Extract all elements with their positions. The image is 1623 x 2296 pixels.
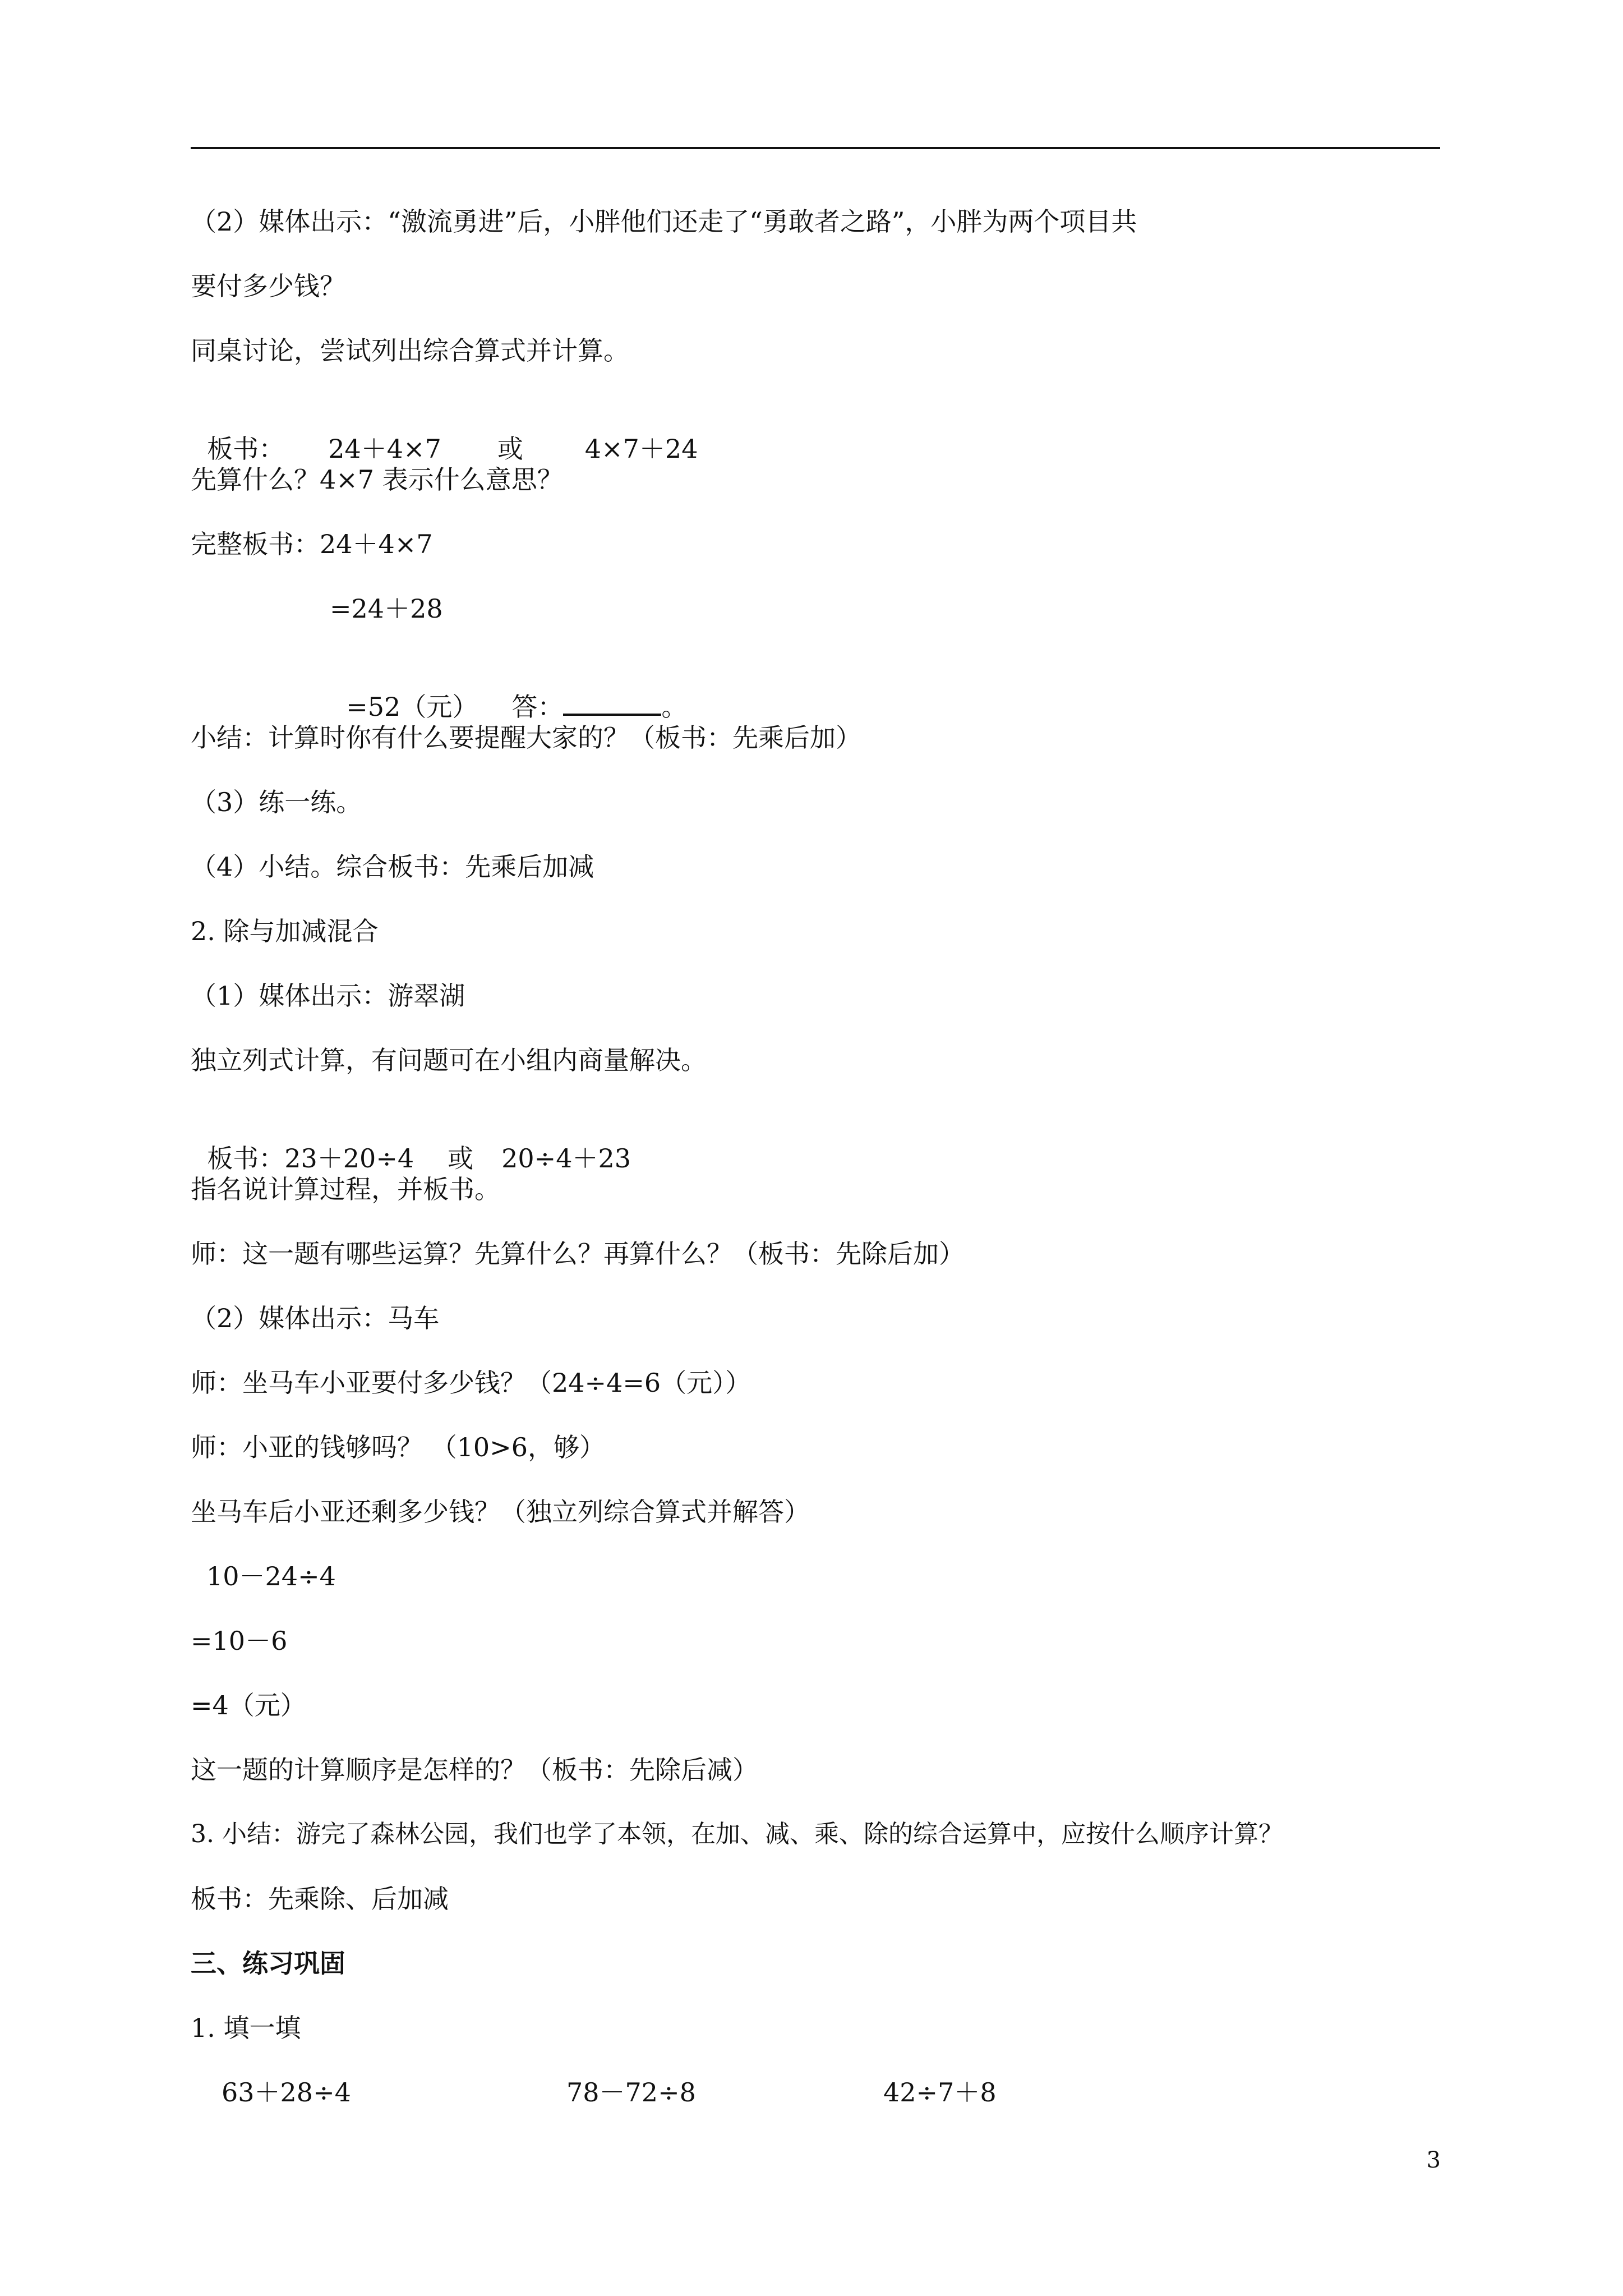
calc-step: =24＋28 [330,593,443,624]
text-line: 完整板书：24＋4×7 [191,529,433,559]
calc-step: 10－24÷4 [206,1561,336,1591]
text-line: 师：坐马车小亚要付多少钱？（24÷4=6（元）） [191,1368,751,1398]
text-line: 坐马车后小亚还剩多少钱？（独立列综合算式并解答） [191,1497,810,1527]
exercise-expression: 42÷7＋8 [883,2077,997,2108]
answer-blank [563,691,661,716]
section-heading: 三、练习巩固 [191,1948,345,1978]
calc-step: =52（元） [346,692,478,722]
section-item: 1. 填一填 [191,2013,301,2043]
text-line: 独立列式计算，有问题可在小组内商量解决。 [191,1045,707,1075]
expression: 板书：23＋20÷4 [207,1143,414,1174]
text-line: （1）媒体出示：游翠湖 [191,981,465,1011]
text-line: （2）媒体出示：马车 [191,1303,440,1333]
header-rule [191,147,1440,149]
text-line: 小结：计算时你有什么要提醒大家的？（板书：先乘后加） [191,723,861,753]
expression: 4×7＋24 [584,434,698,464]
calc-step-answer [330,656,687,724]
answer-label: 答： [511,692,564,722]
expression: 20÷4＋23 [501,1143,631,1174]
calc-step: =10－6 [191,1626,288,1656]
text-line: 板书：先乘除、后加减 [191,1884,449,1914]
text-line: 这一题的计算顺序是怎样的？（板书：先除后减） [191,1755,758,1785]
text-line: 同桌讨论，尝试列出综合算式并计算。 [191,335,629,366]
board-label: 板书： [207,434,285,464]
exercise-expression: 63＋28÷4 [222,2077,351,2108]
expression: 24＋4×7 [328,434,441,464]
or-word: 或 [448,1143,474,1174]
or-word: 或 [497,434,523,464]
text-line: 要付多少钱？ [191,271,345,301]
section-item: 2. 除与加减混合 [191,916,379,946]
text-line: 3. 小结：游完了森林公园，我们也学了本领，在加、减、乘、除的综合运算中，应按什么顺序计算？ [191,1820,1283,1848]
exercise-expression: 78－72÷8 [566,2077,696,2108]
board-writing-line [191,398,698,466]
board-writing-line [191,1108,631,1175]
calc-step: =4（元） [191,1690,306,1720]
text-line: （4）小结。综合板书：先乘后加减 [191,852,594,882]
text-line: 师：小亚的钱够吗？ （10>6，够） [191,1432,605,1462]
page-number: 3 [1426,2147,1441,2173]
text-line: 先算什么？4×7 表示什么意思？ [191,464,563,495]
text-line: 指名说计算过程，并板书。 [191,1174,500,1204]
text-line: （3）练一练。 [191,787,362,817]
text-line: （2）媒体出示：“激流勇进”后，小胖他们还走了“勇敢者之路”，小胖为两个项目共 [191,206,1137,237]
answer-end: 。 [661,692,688,722]
text-line: 师：这一题有哪些运算？先算什么？再算什么？（板书：先除后加） [191,1239,965,1269]
